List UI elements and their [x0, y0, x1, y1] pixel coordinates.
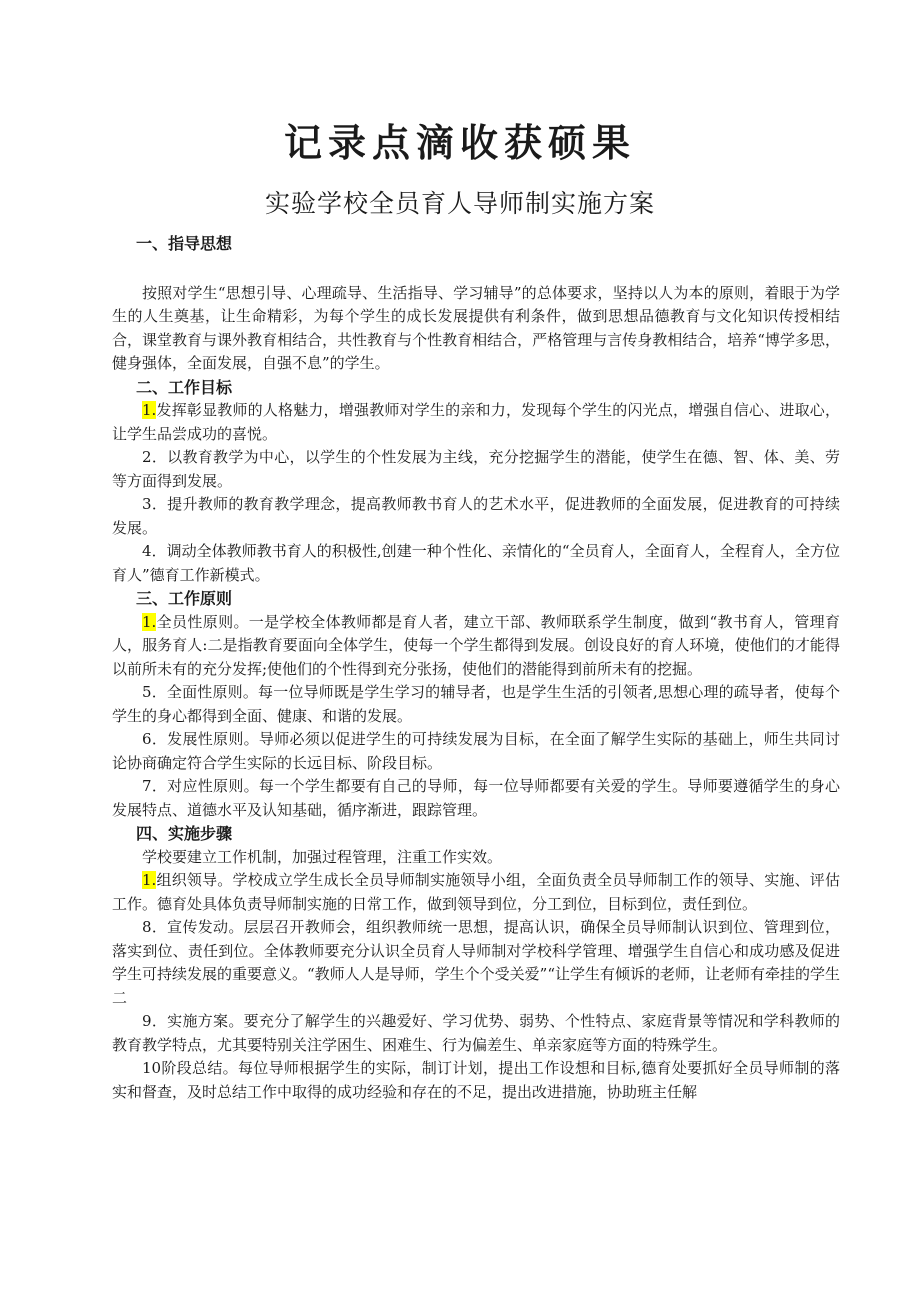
paragraph: 按照对学生“思想引导、心理疏导、生活指导、学习辅导”的总体要求，坚持以人为本的原则，着眼于为学生的人生奠基，让生命精彩，为每个学生的成长发展提供有利条件，做到思想品德教育与文化知识传授相结合，课堂教育与课外教育相结合，共性教育与个性教育相结合，严格管理与言传身教相结合，培养“博学多思，健身强体，全面发展，自强不息”的学生。 — [112, 283, 840, 372]
list-item: 7．对应性原则。每一个学生都要有自己的导师，每一位导师都要有关爱的学生。导师要遵循学生的身心发展特点、道德水平及认知基础，循序渐进，跟踪管理。 — [112, 777, 840, 819]
list-item: 4．调动全体教师教书育人的积极性,创建一种个性化、亲情化的“全员育人，全面育人，全程育人，全方位育人”德育工作新模式。 — [112, 542, 840, 584]
highlighted-item-number: 1. — [142, 871, 157, 889]
highlighted-item-number: 1. — [142, 612, 157, 631]
banner-title: 记录点滴收获硕果 — [283, 120, 636, 165]
section-heading-work-principles: 三、工作原则 — [136, 589, 233, 608]
section-heading-guiding-ideology: 一、指导思想 — [136, 234, 233, 253]
list-item: 9．实施方案。要充分了解学生的兴趣爱好、学习优势、弱势、个性特点、家庭背景等情况和学科教师的教育教学特点，尤其要特别关注学困生、困难生、行为偏差生、单亲家庭等方面的特殊学生。 — [112, 1012, 840, 1054]
list-item — [112, 611, 840, 682]
list-item: 8．宣传发动。层层召开教师会，组织教师统一思想，提高认识，确保全员导师制认识到位、管理到位，落实到位、责任到位。全体教师要充分认识全员育人导师制对学校科学管理、增强学生自信心和成功感及促进学生可持续发展的重要意义。“教师人人是导师，学生个个受关爱”“让学生有倾诉的老师，让老师有牵挂的学生二 — [112, 918, 841, 1007]
list-item-text: 组织领导。学校成立学生成长全员导师制实施领导小组，全面负责全员导师制工作的领导、实施、评估工作。德育处具体负责导师制实施的日常工作，做到领导到位，分工到位，目标到位，责任到位。 — [112, 871, 840, 913]
section-heading-implementation-steps: 四、实施步骤 — [136, 824, 233, 843]
list-item: 2．以教育教学为中心，以学生的个性发展为主线，充分挖掘学生的潜能，使学生在德、智、体、美、劳等方面得到发展。 — [112, 448, 840, 490]
list-item: 5．全面性原则。每一位导师既是学生学习的辅导者，也是学生生活的引领者,思想心理的疏导者，使每个学生的身心都得到全面、健康、和谐的发展。 — [112, 683, 840, 725]
list-item-text: 全员性原则。一是学校全体教师都是育人者，建立干部、教师联系学生制度，做到“教书育人，管理育人，服务育人:二是指教育要面向全体学生，使每一个学生都得到发展。创设良好的育人环境，使他们的才能得以前所未有的充分发挥;使他们的个性得到充分张扬，使他们的潜能得到前所未有的挖掘。 — [112, 612, 840, 678]
highlighted-item-number: 1. — [142, 401, 157, 419]
section-heading-work-goals: 二、工作目标 — [136, 377, 233, 397]
document-title: 实验学校全员育人导师制实施方案 — [264, 189, 655, 218]
list-item — [112, 869, 840, 916]
document-body — [112, 232, 840, 1104]
list-item — [112, 399, 840, 446]
paragraph: 学校要建立工作机制，加强过程管理，注重工作实效。 — [142, 847, 503, 866]
list-item-text: 发挥彰显教师的人格魅力，增强教师对学生的亲和力，发现每个学生的闪光点，增强自信心、进取心，让学生品尝成功的喜悦。 — [112, 401, 840, 443]
spacer — [112, 256, 840, 282]
list-item: 6．发展性原则。导师必须以促进学生的可持续发展为目标，在全面了解学生实际的基础上，师生共同讨论协商确定符合学生实际的长远目标、阶段目标。 — [112, 730, 840, 772]
list-item: 3．提升教师的教育教学理念，提高教师教书育人的艺术水平，促进教师的全面发展，促进教育的可持续发展。 — [112, 495, 840, 537]
list-item: 10阶段总结。每位导师根据学生的实际，制订计划，提出工作设想和目标,德育处要抓好全员导师制的落实和督查，及时总结工作中取得的成功经验和存在的不足，提出改进措施，协助班主任解 — [112, 1059, 840, 1101]
